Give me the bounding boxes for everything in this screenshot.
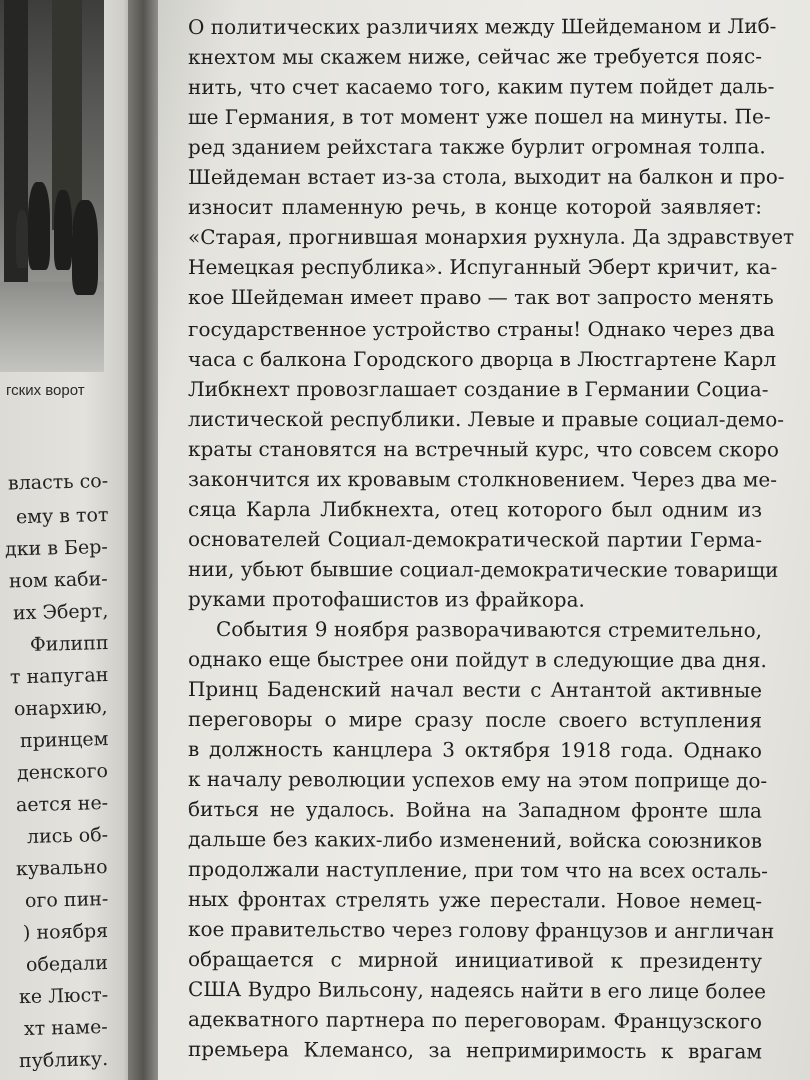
text-line: кое правительство через голову французов и англичан xyxy=(187,917,775,944)
right-page xyxy=(158,0,810,1080)
text-line: премьера Клемансо, за непримиримость к врагам xyxy=(187,1037,763,1064)
text-line: биться не удалось. Война на Западном фронте шла xyxy=(187,797,763,823)
photo-caption: гских ворот xyxy=(6,382,85,399)
text-line: переговоры о мире сразу после своего вступления xyxy=(187,707,763,733)
text-line: кнехтом мы скажем ниже, сейчас же требуется пояс- xyxy=(187,44,763,69)
left-page-line: публику. xyxy=(18,1048,109,1073)
left-page-line: Филипп xyxy=(29,632,109,656)
text-line: ных фронтах стрелять уже перестали. Новое немец- xyxy=(187,887,763,913)
text-line: краты становятся на встречный курс, что совсем скоро xyxy=(187,437,779,462)
text-line: к началу революции успехов ему на этом поприще до- xyxy=(187,767,768,793)
text-line: государственное устройство страны! Однако через два xyxy=(187,317,775,342)
left-page-line: принцем xyxy=(19,728,109,753)
left-page-line: власть со- xyxy=(7,470,109,495)
left-page-line: т напуган xyxy=(9,664,109,689)
text-line: Принц Баденский начал вести с Антантой активные xyxy=(187,677,763,703)
left-page-line: кувально xyxy=(16,856,109,881)
left-page-line: ном каби- xyxy=(9,568,109,593)
text-line: нить, что счет касаемо того, каким путем пойдет даль- xyxy=(187,74,775,99)
left-page-line: ается не- xyxy=(15,792,109,817)
text-line: износит пламенную речь, в конце которой заявляет: xyxy=(187,194,763,219)
text-line: Либкнехт провозглашает создание в Германии Социа- xyxy=(187,377,769,402)
left-page-line: онархию, xyxy=(14,696,109,721)
left-page-line: ему в тот xyxy=(15,504,109,529)
left-page-line: их Эберт, xyxy=(12,600,109,625)
text-line: однако еще быстрее они пойдут в следующие два дня. xyxy=(187,647,767,673)
text-line: обращается с мирной инициативой к президенту xyxy=(187,947,763,974)
left-page-line: дки в Бер- xyxy=(4,536,109,561)
text-line: в должность канцлера 3 октября 1918 года. Однако xyxy=(187,737,763,763)
text-line: кое Шейдеман имеет право — так вот запросто менять xyxy=(187,284,774,309)
text-line: События 9 ноября разворачиваются стремительно, xyxy=(215,617,763,643)
left-page xyxy=(0,0,140,1080)
left-page-line: ) ноября xyxy=(22,920,109,945)
left-page-line: денского xyxy=(16,760,109,785)
text-line: листической республики. Левые и правые социал-демо- xyxy=(187,407,785,432)
archival-photo xyxy=(0,0,104,372)
text-line: США Вудро Вильсону, надеясь найти в его лице более xyxy=(187,977,767,1004)
text-line: руками протофашистов из фрайкора. xyxy=(187,587,585,612)
text-line: «Старая, прогнившая монархия рухнула. Да здравствует xyxy=(187,224,795,249)
text-line: О политических различиях между Шейдеманом и Либ- xyxy=(187,13,777,39)
text-line: Шейдеман встает из-за стола, выходит на балкон и про- xyxy=(187,164,785,189)
left-page-line: ке Люст- xyxy=(18,984,109,1009)
text-line: дальше без каких-либо изменений, войска союзников xyxy=(187,827,763,853)
text-line: нии, убьют бывшие социал-демократические товарищи xyxy=(187,557,779,582)
left-page-line: ого пин- xyxy=(24,888,109,913)
text-line: адекватного партнера по переговорам. Французского xyxy=(187,1007,763,1034)
text-line: ред зданием рейхстага также бурлит огромная толпа. xyxy=(187,134,766,159)
left-page-line: обедали xyxy=(25,952,109,976)
text-line: основателей Социал-демократической партии Герма- xyxy=(187,527,763,552)
text-line: закончится их кровавым столкновением. Через два ме- xyxy=(187,467,778,492)
text-line: ше Германия, в тот момент уже пошел на минуты. Пе- xyxy=(187,104,771,129)
text-line: продолжали наступление, при том что на всех осталь- xyxy=(187,857,769,883)
left-page-line: хт наме- xyxy=(24,1016,109,1041)
text-line: Немецкая республика». Испуганный Эберт кричит, ка- xyxy=(187,254,778,279)
text-line: часа с балкона Городского дворца в Люстгартене Карл xyxy=(187,347,777,372)
right-page-text xyxy=(158,0,810,1080)
left-page-line: лись об- xyxy=(26,824,109,848)
text-line: сяца Карла Либкнехта, отец которого был одним из xyxy=(187,497,763,522)
